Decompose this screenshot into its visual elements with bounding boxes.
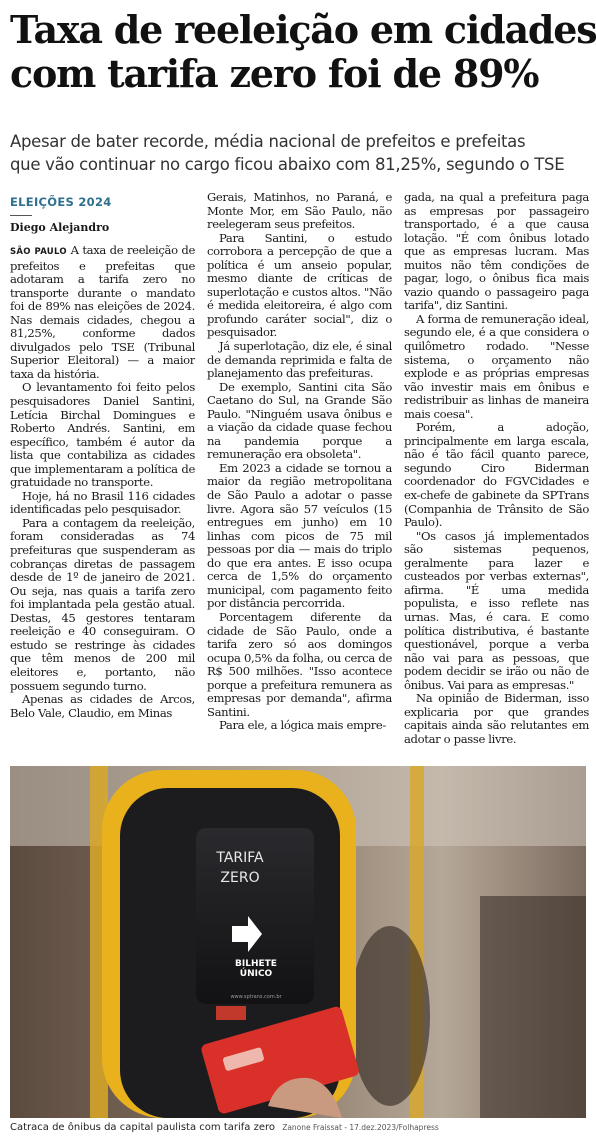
- dateline: SÃO PAULO: [10, 247, 67, 257]
- paragraph: Em 2023 a cidade se tornou a maior da região metropolitana de São Paulo a adotar o passe livre. Agora são 57 veículos (15 entregues em junho) em 10 linhas com picos de 75 mil pessoas por dia — mais do triplo do que era antes. E isso ocupa cerca de 1,5% do orçamento municipal, com pagamento feito por distância percorrida.: [207, 460, 392, 611]
- paragraph-text: A taxa de reeleição de prefeitos e prefeitas que adotaram a tarifa zero no transporte durante o mandato foi de 89% nas eleições de 2024. Nas demais cidades, chegou a 81,25%, conforme dados divulgados pelo TSE (Tribunal Superior Eleitoral) — a maior taxa da história.: [10, 243, 195, 381]
- caption-text: Catraca de ônibus da capital paulista com tarifa zero: [10, 1122, 275, 1133]
- paragraph: Já superlotação, diz ele, é sinal de demanda reprimida e falta de planejamento das prefeituras.: [207, 339, 392, 381]
- paragraph: Na opinião de Biderman, isso explicaria por que grandes capitais ainda são relutantes em adotar o passe livre.: [404, 691, 589, 746]
- turnstile-photo: [10, 766, 586, 1118]
- byline: Diego Alejandro: [10, 221, 110, 234]
- paragraph: gada, na qual a prefeitura paga as empresas por passageiro transportado, é a que causa lotação. "É com ônibus lotado que as empresas lucram. Mas muitos não têm condições de pagar, logo, o ônibus fica mais vazio quando o passageiro paga tarifa", diz Santini.: [404, 191, 589, 313]
- paragraph: [10, 244, 195, 381]
- paragraph: Apenas as cidades de Arcos, Belo Vale, Claudio, em Minas: [10, 692, 195, 720]
- headline: [10, 7, 596, 96]
- validator-url: www.sptrans.com.br: [230, 994, 282, 1000]
- section-label: ELEIÇÕES 2024: [10, 195, 112, 209]
- subheadline: [10, 130, 590, 176]
- led-indicator: [216, 1006, 246, 1020]
- paragraph: Hoje, há no Brasil 116 cidades identificadas pelo pesquisador.: [10, 488, 195, 517]
- byline-divider: [10, 215, 32, 216]
- logo-text-2: ÚNICO: [239, 969, 273, 979]
- paragraph: O levantamento foi feito pelos pesquisadores Daniel Santini, Letícia Birchal Domingues e Roberto Andrés. Santini, em específico, também é autor da lista que contabiliza as cidades que implementaram a política de gratuidade no transporte.: [10, 380, 195, 490]
- headline-line-2: com tarifa zero foi de 89%: [10, 51, 539, 96]
- logo-text-1: BILHETE: [235, 959, 277, 969]
- paragraph: De exemplo, Santini cita São Caetano do Sul, na Grande São Paulo. "Ninguém usava ônibus e a viação da cidade quase fechou na pandemia porque a remuneração era obsoleta".: [207, 379, 392, 462]
- article-body: [10, 191, 590, 753]
- headline-line-1: Taxa de reeleição em cidades: [10, 7, 596, 52]
- screen-text-2: ZERO: [220, 870, 260, 886]
- paragraph: A forma de remuneração ideal, segundo ele, é a que considera o quilômetro rodado. "Nesse sistema, o orçamento não explode e as próprias empresas vão investir mais em ônibus e redistribuir as linhas de maneira mais coesa".: [404, 311, 589, 421]
- photo-caption: [10, 1122, 590, 1133]
- column-2: [207, 191, 392, 753]
- paragraph: Porém, a adoção, principalmente em larga escala, não é tão fácil quanto parece, segundo Ciro Biderman coordenador do FGVCidades e ex-chefe de gabinete da SPTrans (Companhia de Trânsito de São Paulo).: [404, 420, 589, 530]
- subhead-line-2: que vão continuar no cargo ficou abaixo com 81,25%, segundo o TSE: [10, 155, 565, 174]
- paragraph: Para a contagem da reeleição, foram consideradas as 74 prefeituras que suspenderam as cobranças diretas de passagem desde de 1º de janeiro de 2021. Ou seja, nas quais a tarifa zero foi implantada pela gestão atual. Destas, 45 gestores tentaram reeleição e 40 conseguiram. O estudo se restringe às cidades que têm menos de 200 mil eleitores e, portanto, não possuem segundo turno.: [10, 515, 195, 693]
- paragraph: Gerais, Matinhos, no Paraná, e Monte Mor, em São Paulo, não reelegeram seus prefeitos.: [207, 191, 392, 232]
- turnstile-illustration: [10, 766, 586, 1118]
- column-1: [10, 191, 195, 753]
- paragraph: Para Santini, o estudo corrobora a percepção de que a política é um anseio popular, mesmo diante de críticas de superlotação e custos altos. "Não é medida eleitoreira, é algo com profundo caráter social", diz o pesquisador.: [207, 230, 392, 340]
- paragraph: Porcentagem diferente da cidade de São Paulo, onde a tarifa zero só aos domingos ocupa 0,5% da folha, ou cerca de R$ 500 milhões. "Isso acontece porque a prefeitura remunera as empresas por demanda", afirma Santini.: [207, 609, 392, 719]
- column-3: [404, 191, 589, 753]
- paragraph: "Os casos já implementados são sistemas pequenos, geralmente para lazer e custeados por verbas externas", afirma. "É uma medida populista, e isso reflete nas urnas. Mas, é cara. E como política distributiva, é bastante questionável, porque a verba não vai para as pessoas, que podem decidir se irão ou não de ônibus. Vai para as empresas.": [404, 528, 589, 692]
- photo-credit: Zanone Fraissat - 17.dez.2023/Folhapress: [282, 1123, 439, 1132]
- screen-text-1: TARIFA: [216, 850, 264, 866]
- subhead-line-1: Apesar de bater recorde, média nacional de prefeitos e prefeitas: [10, 132, 526, 151]
- paragraph: Para ele, a lógica mais empre-: [219, 718, 386, 733]
